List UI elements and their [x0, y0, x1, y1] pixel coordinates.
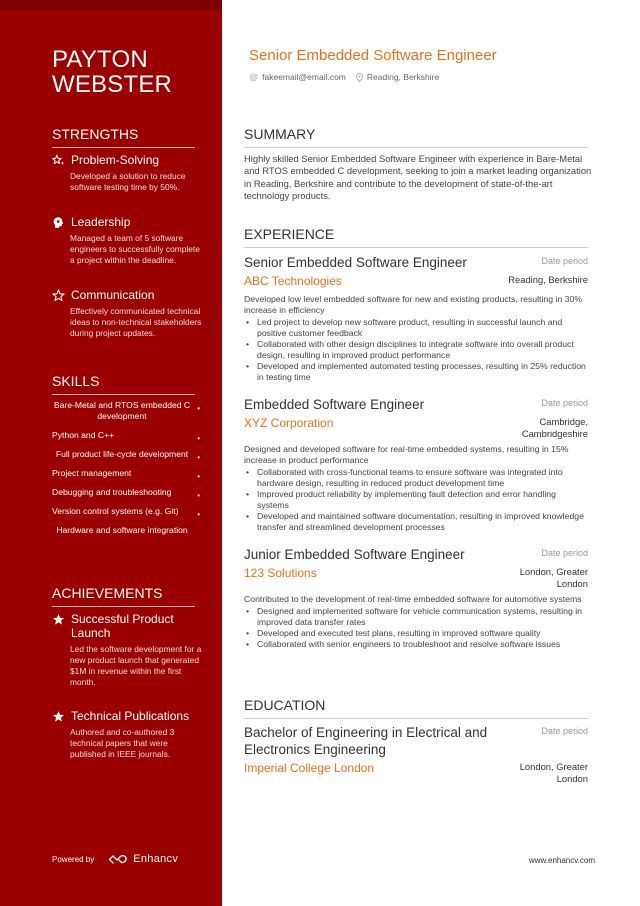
- skill-item: Hardware and software integration: [56, 525, 188, 535]
- achievement-title: Technical Publications: [71, 709, 190, 723]
- job-period: Date period: [541, 548, 588, 558]
- job-period: Date period: [541, 256, 588, 266]
- job-bullet: • Collaborated with other design disciplines to integrate software into overall product design, resulting in improved product performance: [244, 339, 588, 361]
- job-bullet: • Led project to develop new software product, resulting in successful launch and positive customer feedback: [244, 317, 588, 339]
- job-bullet: • Collaborated with senior engineers to troubleshoot and resolve software issues: [244, 639, 588, 650]
- job-location: London, Greater London: [519, 566, 588, 589]
- strength-item: [52, 153, 202, 193]
- strength-desc: Effectively communicated technical ideas to non-technical stakeholders during project updates.: [70, 306, 202, 338]
- sidebar-top-bar: [0, 0, 222, 10]
- location-pin-icon: [356, 73, 363, 82]
- enhancv-logo[interactable]: [108, 853, 178, 865]
- job-bullet: • Developed and maintained software documentation, resulting in improved knowledge transfer and streamlined development processes: [244, 511, 588, 533]
- job-title: Senior Embedded Software Engineer: [249, 47, 497, 64]
- achievement-item: [52, 709, 202, 760]
- at-icon: @: [249, 72, 259, 82]
- email-text: fakeemail@email.com: [262, 72, 346, 82]
- strengths-heading: STRENGTHS: [52, 126, 195, 148]
- email-item[interactable]: [249, 72, 346, 82]
- experience-heading: EXPERIENCE: [244, 226, 588, 248]
- education-location: London, Greater London: [519, 761, 588, 784]
- star-filled-icon: [52, 613, 65, 626]
- job-bullet: • Developed and executed test plans, resulting in improved software quality: [244, 628, 588, 639]
- experience-item: [244, 546, 588, 650]
- website-link[interactable]: www.enhancv.com: [528, 856, 595, 865]
- education-item: [244, 724, 588, 785]
- powered-by: [52, 853, 178, 865]
- strength-item: [52, 288, 202, 339]
- strength-title: Communication: [71, 288, 155, 302]
- job-desc: Developed low level embedded software for new and existing products, resulting in 30% increase in efficiency: [244, 294, 583, 315]
- skills-list: [52, 400, 202, 544]
- job-company: ABC Technologies: [244, 274, 342, 288]
- education-heading: EDUCATION: [244, 697, 588, 719]
- strength-desc: Managed a team of 5 software engineers to successfully complete a project within the deadline.: [70, 233, 200, 265]
- achievement-desc: Authored and co-authored 3 technical papers that were published in IEEE journals.: [70, 727, 175, 759]
- job-company: 123 Solutions: [244, 566, 317, 580]
- job-bullet: • Collaborated with cross-functional teams to ensure software was integrated into hardware design, resulting in reduced product development time: [244, 467, 588, 489]
- contact-info: [249, 72, 449, 82]
- skill-item: Debugging and troubleshooting •: [52, 487, 200, 500]
- degree: Bachelor of Engineering in Electrical and Electronics Engineering: [244, 725, 488, 757]
- star-sparkle-icon: [52, 154, 65, 167]
- job-role: Junior Embedded Software Engineer: [244, 547, 465, 562]
- summary-text: Highly skilled Senior Embedded Software Engineer with experience in Bare-Metal and RTOS embedded C development, seeking to join a market leading organization in Reading, Berkshire and contribute to the development of state-of-the-art technology products.: [244, 153, 592, 202]
- education-period: Date period: [541, 726, 588, 736]
- skill-item: Python and C++ •: [52, 430, 200, 443]
- name-last: WEBSTER: [52, 71, 173, 98]
- job-role: Embedded Software Engineer: [244, 397, 425, 412]
- skill-item: Project management •: [52, 468, 200, 481]
- job-desc: Contributed to the development of real-time embedded software for automotive systems: [244, 594, 582, 604]
- location-text: Reading, Berkshire: [366, 72, 440, 82]
- brand-name: Enhancv: [133, 853, 179, 865]
- strength-title: Leadership: [71, 215, 131, 229]
- skill-item: Full product life-cycle development •: [55, 449, 200, 462]
- job-period: Date period: [541, 398, 588, 408]
- achievement-desc: Led the software development for a new product launch that generated $1M in revenue within the first month.: [70, 644, 202, 687]
- skills-heading: SKILLS: [52, 373, 195, 395]
- achievement-item: [52, 612, 202, 688]
- main-content: [222, 0, 640, 906]
- sidebar: [0, 0, 222, 906]
- job-bullet: • Designed and implemented software for vehicle communication systems, resulting in improved data transfer rates: [244, 606, 588, 628]
- skill-item: Bare-Metal and RTOS embedded C development •: [53, 400, 200, 421]
- star-filled-icon: [52, 710, 65, 723]
- person-name: [52, 47, 212, 97]
- job-bullets: [244, 606, 588, 650]
- location-item: [356, 72, 439, 82]
- powered-by-label: Powered by: [52, 854, 95, 864]
- strength-title: Problem-Solving: [71, 153, 160, 167]
- experience-item: [244, 396, 588, 533]
- skill-item: Version control systems (e.g. Git) •: [52, 506, 200, 519]
- job-bullets: [244, 467, 588, 533]
- strength-item: [52, 215, 202, 266]
- job-bullets: [244, 317, 588, 383]
- job-bullet: • Developed and implemented automated testing processes, resulting in 25% reduction in testing time: [244, 361, 588, 383]
- achievements-heading: ACHIEVEMENTS: [52, 585, 195, 607]
- enhancv-logo-icon: [108, 854, 128, 865]
- job-location: Cambridge, Cambridgeshire: [521, 416, 588, 439]
- job-bullet: • Improved product reliability by implementing fault detection and error handling systems: [244, 489, 588, 511]
- job-desc: Designed and developed software for real-time embedded systems, resulting in 15% increase in product performance: [244, 444, 569, 465]
- experience-item: [244, 254, 588, 383]
- job-location: Reading, Berkshire: [508, 274, 588, 285]
- job-company: XYZ Corporation: [244, 416, 334, 430]
- achievement-title: Successful Product Launch: [71, 612, 174, 640]
- head-gear-icon: [52, 216, 65, 229]
- job-role: Senior Embedded Software Engineer: [244, 255, 467, 270]
- summary-heading: SUMMARY: [244, 126, 588, 148]
- star-outline-icon: [52, 289, 65, 302]
- strength-desc: Developed a solution to reduce software testing time by 50%.: [70, 171, 186, 192]
- name-first: PAYTON: [52, 46, 148, 73]
- school: Imperial College London: [244, 761, 375, 775]
